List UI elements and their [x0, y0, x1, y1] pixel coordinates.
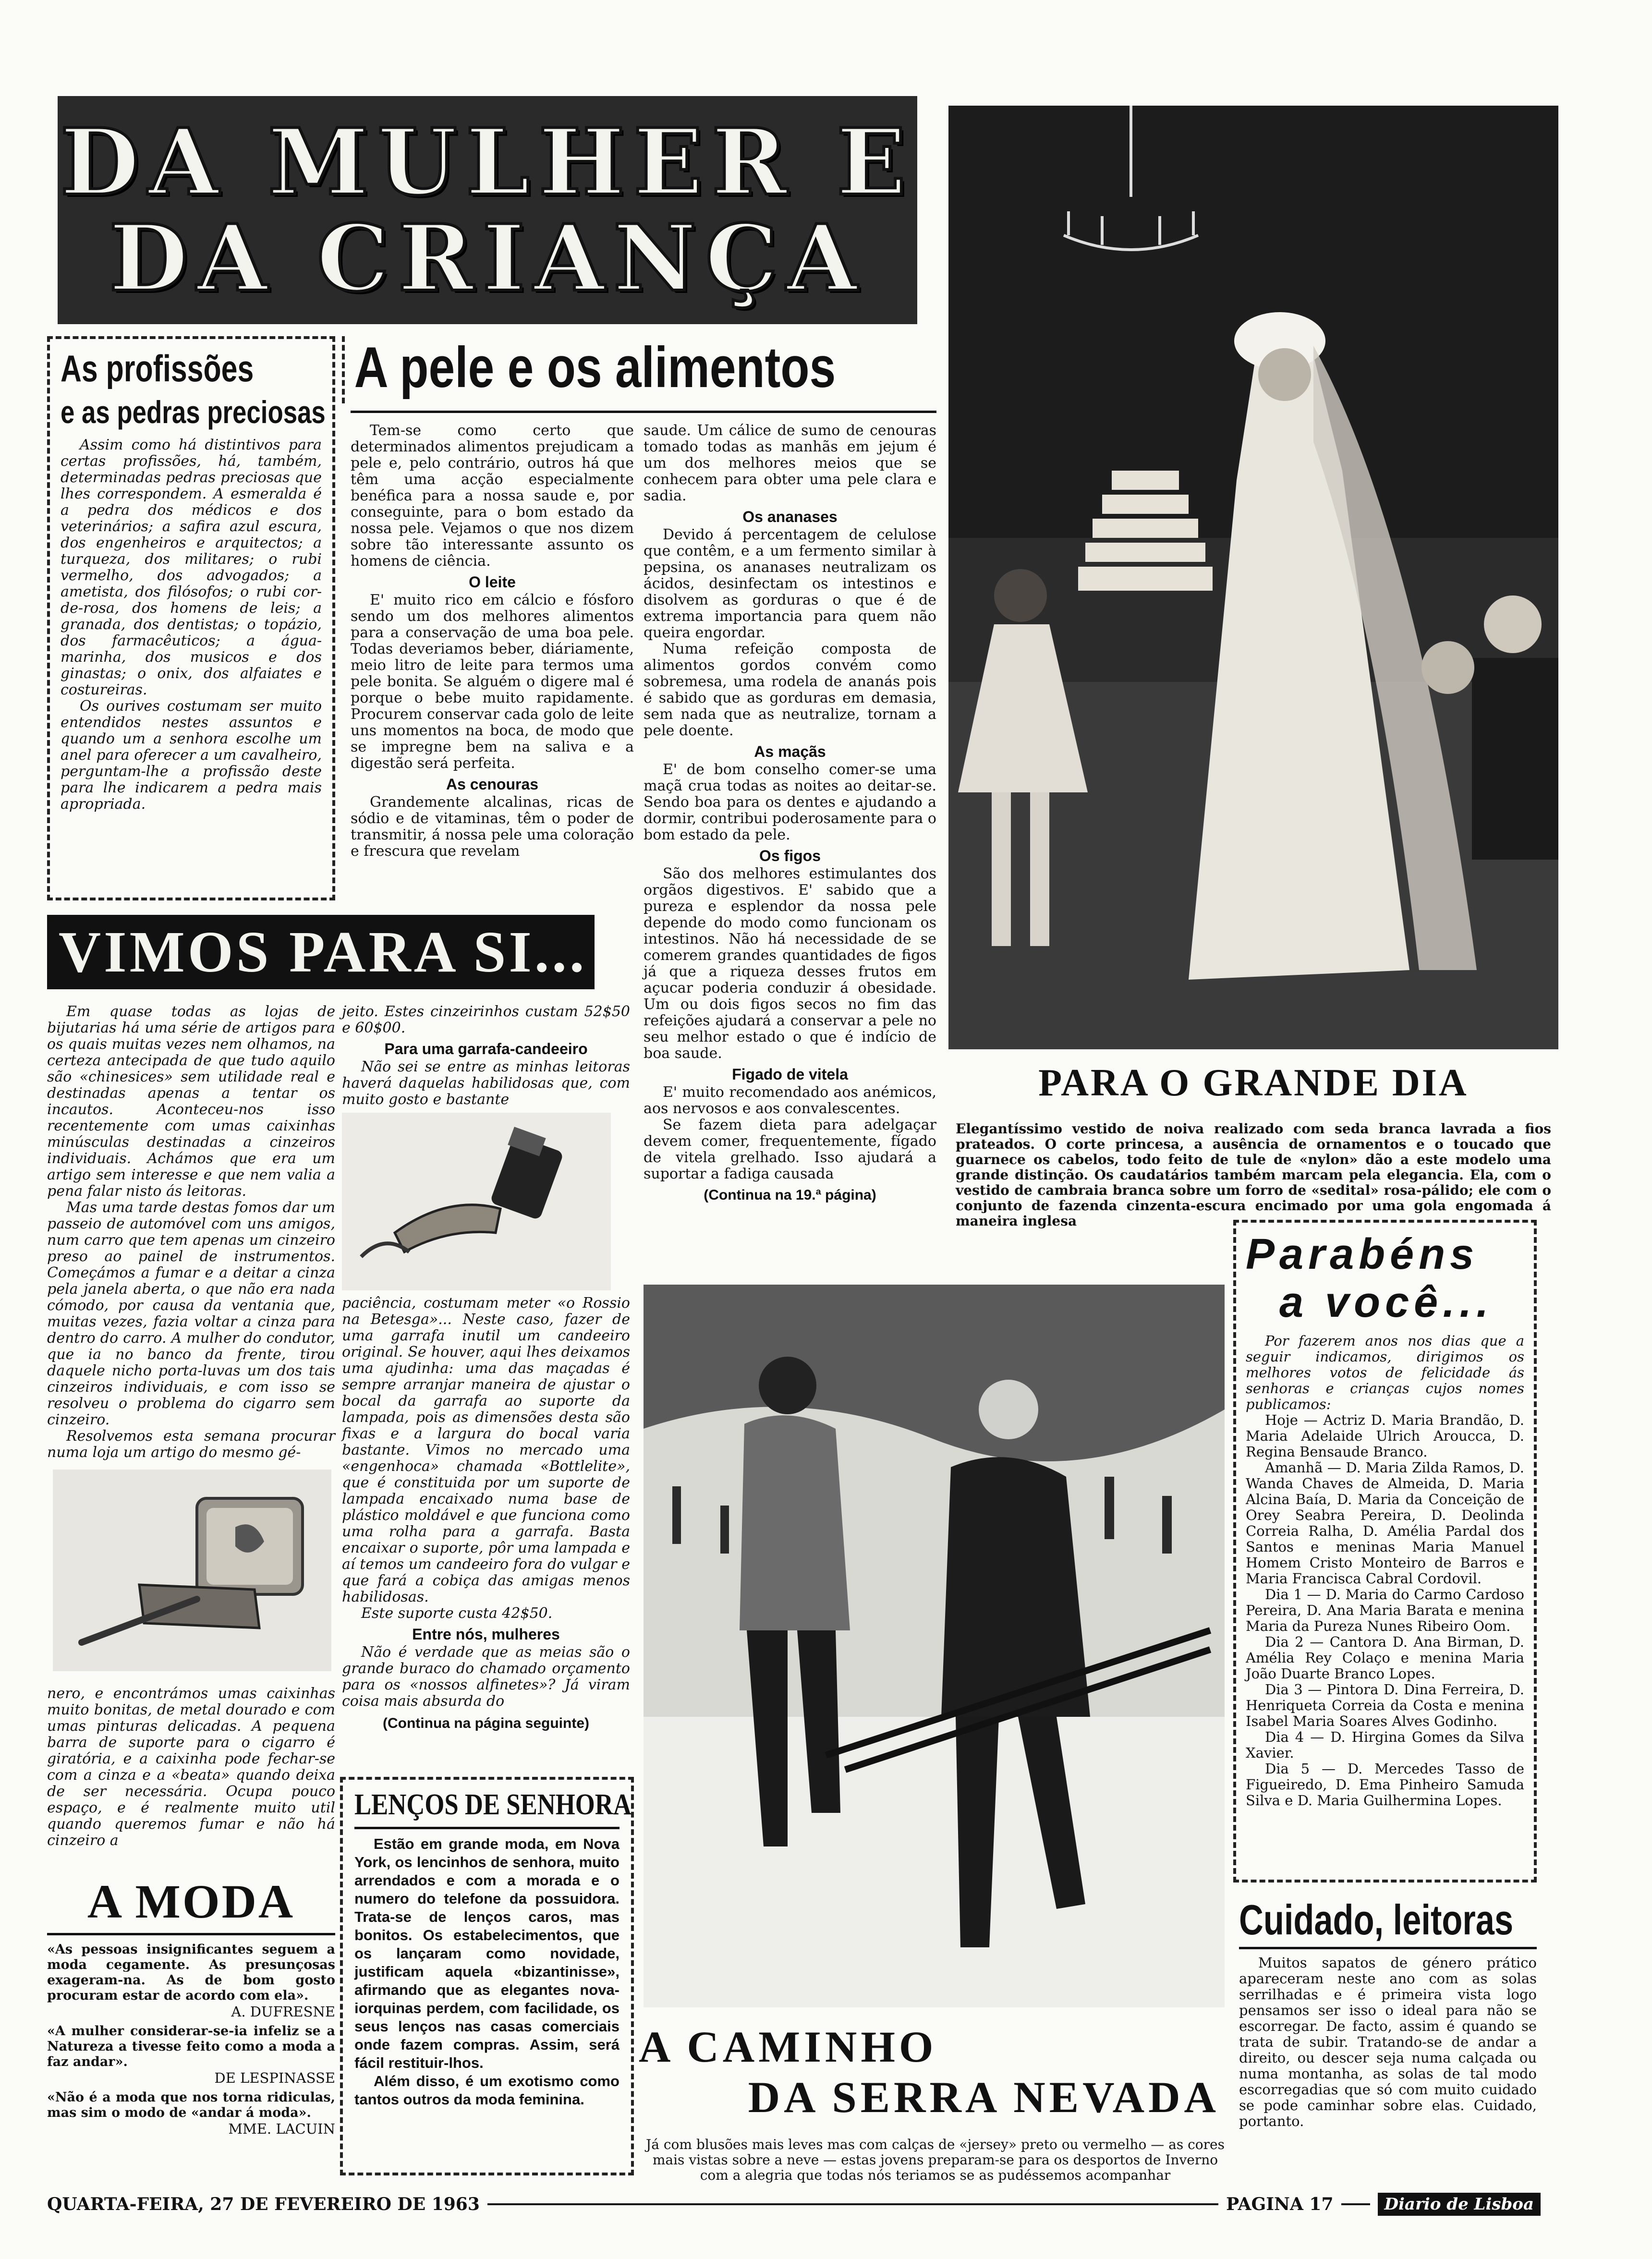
pele-subheading-figos: Os figos [759, 847, 821, 864]
pele-subheading-figado: Figado de vitela [732, 1066, 848, 1083]
profissoes-paragraph: Os ourives costumam ser muito entendidos nestes assuntos e quando um a senhora escolhe um anel para oferecer a um cavalheiro, perguntam-lhe a profissão deste para lhe indicarem a pedra mais apropriada. [61, 698, 322, 813]
profissoes-title-1: As profissões [61, 347, 254, 389]
grande-dia-caption: Elegantíssimo vestido de noiva realizado com seda branca lavrada a fios prateados. O corte princesa, a ausência de ornamentos e o toucado que guarnece os cabelos, todo feito de tule de «nylon» dão a este modelo uma grande distinção. Os caudatários também marcam pela elegancia. Ela, com o vestido de cambraia branca sobre um forro de «sedital» rosa-pálido; ele com o conjunto de fazenda cinzenta-escura encimado por uma gola engomada á maneira inglesa [956, 1121, 1551, 1229]
pele-col2-intro: saude. Um cálice de sumo de cenouras tomado todas as manhãs em jejum é um dos melhores meios que se conhecem para obter uma pele clara e sadia. [644, 422, 936, 504]
ashtray-photo [53, 1470, 331, 1671]
footer-rule [487, 2203, 1218, 2205]
vimos-paragraph: Resolvemos esta semana procurar numa loja um artigo do mesmo gé- [47, 1428, 335, 1461]
serra-caption: Já com blusões mais leves mas com calças de «jersey» preto ou vermelho — as cores mais vistas sobre a neve — estas jovens preparam-se para os desportos de Inverno com a alegria que todas nós teriamos se as pudéssemos acompanhar [646, 2137, 1225, 2183]
pele-figado: Se fazem dieta para adelgaçar devem comer, frequentemente, fígado de vitela grelhado. Isso ajudará a suportar a fadiga causada [644, 1117, 936, 1182]
footer-date: QUARTA-FEIRA, 27 DE FEVEREIRO DE 1963 [47, 2194, 480, 2214]
pele-leite: E' muito rico em cálcio e fósforo sendo um dos melhores alimentos para a conservação de uma boa pele. Todas deveriamos beber, diáriamente, meio litro de leite para termos uma pele bonita. Se alguém o digere mal é porque o bebe muito rapidamente. Procurem conservar cada golo de leite uns momentos na boca, de modo que se impregne bem na saliva e a digestão será perfeita. [351, 592, 634, 772]
cuidado-title: Cuidado, leitoras [1239, 1896, 1514, 1943]
cuidado-paragraph: Muitos sapatos de género prático apareceram neste ano com as solas serrilhadas e é primeira vista logo pensamos ser isso o ideal para não se escorregar. De facto, assim é quando se trata de subir. Tratando-se de andar a direito, ou descer seja numa calçada ou numa montanha, as solas de tal modo escorregadias que só com muito cuidado se pode caminhar sobre elas. Cuidado, portanto. [1239, 1955, 1537, 2129]
vimos-garrafa: Não sei se entre as minhas leitoras haverá daquelas habilidosas que, com muito gosto e bastante [342, 1058, 630, 1108]
vimos-title: VIMOS PARA SI... [59, 919, 587, 984]
lencos-title: LENÇOS DE SENHORA [354, 1788, 632, 1821]
section-banner [58, 96, 917, 324]
pele-subheading-leite: O leite [469, 573, 516, 591]
footer-page: PAGINA 17 [1226, 2194, 1334, 2214]
parabens-intro: Por fazerem anos nos dias que a seguir indicamos, dirigimos os melhores votos de felicidade ás senhoras e crianças cujos nomes publicamos: [1246, 1333, 1524, 1412]
vimos-subheading-garrafa: Para uma garrafa-candeeiro [384, 1040, 588, 1057]
moda-quote: «A mulher considerar-se-ia infeliz se a Natureza a tivesse feito como a moda a faz andar». [47, 2024, 335, 2069]
divider [351, 411, 936, 413]
lencos-paragraph: Além disso, é um exotismo como tantos outros da moda feminina. [354, 2073, 620, 2108]
pele-intro: Tem-se como certo que determinados alimentos prejudicam a pele e, pelo contrário, outros há que têm uma acção especialmente benéfica para a nossa saude e, por conseguinte, para o bom estado da nossa pele. Vejamos o que nos dizem sobre tão interessante assunto os homens de ciência. [351, 422, 634, 570]
parabens-item: Dia 1 — D. Maria do Carmo Cardoso Pereira, D. Ana Maria Barata e menina Maria da Pureza Nunes Ribeiro Oom. [1246, 1586, 1524, 1634]
parabens-title-1: Parabéns [1246, 1230, 1479, 1278]
footer-rule [1341, 2203, 1370, 2205]
vimos-continua: (Continua na página seguinte) [382, 1715, 589, 1731]
pele-subheading-macas: As maçãs [754, 743, 826, 760]
bottlelite-photo [342, 1113, 611, 1290]
vimos-entre: Não é verdade que as meias são o grande buraco do chamado orçamento para os «nossos alfinetes»? Já viram coisa mais absurda do [342, 1644, 630, 1710]
profissoes-paragraph: Assim como há distintivos para certas profissões, há, também, determinadas pedras preciosas que lhes correspondem. A esmeralda é a pedra dos médicos e dos veterinários; a safira azul escura, dos engenheiros e arquitectos; a turqueza, dos militares; o rubi vermelho, dos advogados; a ametista, dos filósofos; o rubi cor-de-rosa, dos homens de leis; a granada, dos dentistas; o topázio, dos farmacêuticos; a água-marinha, dos musicos e dos ginastas; o onix, dos alfaiates e costureiras. [61, 437, 322, 698]
vimos-paragraph: Em quase todas as lojas de bijutarias há uma série de artigos para os quais muitas vezes nem olhamos, na certeza antecipada de que tudo aquilo são «chinesices» sem utilidade real e destinadas apenas a tentar os incautos. Aconteceu-nos isso recentemente com umas caixinhas minúsculas destinadas a cinzeiros individuais. Achámos que era um artigo sem interesse e que nem valia a pena falar nisto ás leitoras. [47, 1003, 335, 1200]
parabens-box [1233, 1220, 1537, 1882]
pele-column-2 [644, 423, 936, 1239]
moda-quote: «As pessoas insignificantes seguem a moda cegamente. As presunçosas exageram-na. As de bom gosto procuram estar de acordo com ela». [47, 1942, 335, 2003]
lencos-paragraph: Estão em grande moda, em Nova York, os lencinhos de senhora, muito arrendados e com a morada e o numero do telefone da possuidora. Trata-se de lenços caros, mas bonitos. Os estabelecimentos, que os lançaram como novidade, justificam aquela «bizantinisse», afirmando que as elegantes nova-iorquinas perdem, com facilidade, os seus lenços nas casas comerciais onde fazem compras. Assim, será fácil restituir-lhos. [354, 1835, 620, 2071]
parabens-item: Hoje — Actriz D. Maria Brandão, D. Maria Adelaide Ulrich Aroucca, D. Regina Bensaude Branco. [1246, 1412, 1524, 1460]
moda-author: A. DUFRESNE [231, 2004, 335, 2020]
moda-box [47, 1875, 335, 2173]
parabens-item: Dia 4 — D. Hirgina Gomes da Silva Xavier. [1246, 1729, 1524, 1761]
vimos-price: jeito. Estes cinzeirinhos custam 52$50 e 60$00. [342, 1003, 630, 1036]
newspaper-logo: Diario de Lisboa [1378, 2193, 1541, 2216]
profissoes-title-2: e as pedras preciosas [61, 394, 326, 430]
page-footer [47, 2190, 1541, 2219]
parabens-title-2: a você... [1279, 1278, 1494, 1326]
vimos-subheading-entre: Entre nós, mulheres [412, 1626, 560, 1643]
pele-macas: E' de bom conselho comer-se uma maçã crua todas as noites ao deitar-se. Sendo boa para os dentes e ajudando a dormir, contribui poderosamente para o bom estado da pele. [644, 761, 936, 843]
parabens-item: Dia 2 — Cantora D. Ana Birman, D. Amélia Rey Colaço e menina Maria João Duarte Branco Lopes. [1246, 1634, 1524, 1682]
serra-photo-illustration [644, 1285, 1225, 2007]
pele-subheading-cenouras: As cenouras [446, 776, 539, 793]
divider [1239, 1947, 1537, 1949]
pele-ananases: Numa refeição composta de alimentos gordos convém como sobremesa, uma rodela de ananás pois é sabido que as gorduras em demasia, sem nada que as neutralize, tornam a pele doente. [644, 641, 936, 739]
banner-line-2: DA CRIANÇA [109, 204, 866, 312]
grande-dia-title: PARA O GRANDE DIA [1038, 1062, 1469, 1104]
pele-cenouras: Grandemente alcalinas, ricas de sódio e de vitaminas, têm o poder de transmitir, á nossa pele uma coloração e frescura que revelam [351, 794, 634, 860]
parabens-item: Dia 5 — D. Mercedes Tasso de Figueiredo, D. Ema Pinheiro Samuda Silva e D. Maria Guilhermina Lopes. [1246, 1761, 1524, 1809]
vimos-paragraph: Mas uma tarde destas fomos dar um passeio de automóvel com uns amigos, num carro que tem apenas um cinzeiro preso ao painel de instrumentos. Começámos a fumar e a deitar a cinza pela janela aberta, o que não era nada cómodo, por causa da ventania que, muitas vezes, fazia voltar a cinza para dentro do carro. A mulher do condutor, que ia no banco da frente, tirou daquele nicho porta-luvas um dos tais cinzeiros individuais, e com isso se resolveu o problema do cigarro sem cinzeiro. [47, 1199, 335, 1428]
wedding-photo [948, 106, 1558, 1049]
lencos-box [340, 1777, 634, 2175]
pele-figos: São dos melhores estimulantes dos orgãos digestivos. E' sabido que a pureza e esplendor da nossa pele depende do modo como funcionam os intestinos. Não há necessidade de se comerem grandes quantidades de figos já que a riqueza desses frutos em açucar poderia conduzir á obesidade. Um ou dois figos secos no fim das refeições ajudará a conservar a pele no seu melhor estado o que é indício de boa saude. [644, 865, 936, 1062]
profissoes-box [47, 336, 335, 900]
pele-subheading-ananases: Os ananases [742, 508, 838, 525]
vimos-column-2 [342, 1004, 630, 1743]
parabens-item: Amanhã — D. Maria Zilda Ramos, D. Wanda Chaves de Almeida, D. Maria Alcina Baía, D. Maria da Conceição de Orey Seabra Pereira, D. Deolinda Correia Ralha, D. Amélia Pardal dos Santos e meninas Maria Manuel Homem Cristo Monteiro de Barros e Maria Francisca Cabral Cordovil. [1246, 1459, 1524, 1587]
pele-continua: (Continua na 19.ª página) [704, 1187, 876, 1203]
wedding-photo-illustration [948, 106, 1558, 1049]
pele-figado: E' muito recomendado aos anémicos, aos nervosos e aos convalescentes. [644, 1084, 936, 1117]
vimos-paragraph: nero, e encontrámos umas caixinhas muito bonitas, de metal dourado e com umas pinturas delicadas. A pequena barra de suporte para o cigarro é giratória, e a caixinha pode fechar-se com a cinza e a «beata» quando deixa de ser necessária. Ocupa pouco espaço, e é realmente muito util quando queremos fumar e não há cinzeiro a [47, 1685, 335, 1849]
pele-column-1 [351, 423, 634, 884]
vimos-garrafa: Este suporte custa 42$50. [361, 1605, 553, 1622]
banner-line-1: DA MULHER E [60, 108, 915, 216]
moda-author: MME. LACUIN [228, 2121, 335, 2137]
pele-ananases: Devido á percentagem de celulose que contêm, e a um fermento similar à pepsina, os ananases neutralizam os ácidos, desinfectam os intestinos e disolvem as gorduras o que é de extrema importancia para quem não queira engordar. [644, 526, 936, 641]
serra-photo [644, 1285, 1225, 2007]
serra-title-1: A CAMINHO [639, 2022, 937, 2071]
moda-author: DE LESPINASSE [214, 2070, 335, 2086]
serra-title-2: DA SERRA NEVADA [748, 2073, 1220, 2122]
divider [354, 1827, 620, 1829]
ashtray-illustration [53, 1470, 331, 1671]
bottlelite-illustration [342, 1113, 611, 1290]
parabens-item: Dia 3 — Pintora D. Dina Ferreira, D. Henriqueta Correia da Costa e menina Isabel Maria Soares Alves Godinho. [1246, 1681, 1524, 1729]
vimos-banner [47, 915, 595, 989]
moda-quote: «Não é a moda que nos torna ridiculas, mas sim o modo de «andar á moda». [47, 2090, 335, 2120]
pele-title: A pele e os alimentos [354, 335, 836, 400]
vimos-column-1 [47, 1003, 335, 1461]
vimos-garrafa: paciência, costumam meter «o Rossio na Betesga»... Neste caso, fazer de uma garrafa inutil um candeeiro original. Se houver, aqui lhes deixamos uma ajudinha: uma das maçadas é sempre arranjar maneira de ajustar o bocal da garrafa ao suporte da lampada, pois as dimensões desta são fixas e a largura do bocal varia bastante. Vimos no mercado uma «engenhoca» chamada «Bottlelite», que é constituida por um suporte de lampada encaixado numa base de plástico moldável e que funciona como uma rolha para a garrafa. Basta encaixar o suporte, pôr uma lampada e aí temos um candeeiro fora do vulgar e que fará a cobiça das amigas menos habilidosas. [342, 1295, 630, 1605]
moda-title: A MODA [87, 1875, 295, 1928]
pele-header [342, 336, 937, 403]
cuidado-box [1239, 1897, 1537, 2166]
divider [47, 1933, 335, 1935]
